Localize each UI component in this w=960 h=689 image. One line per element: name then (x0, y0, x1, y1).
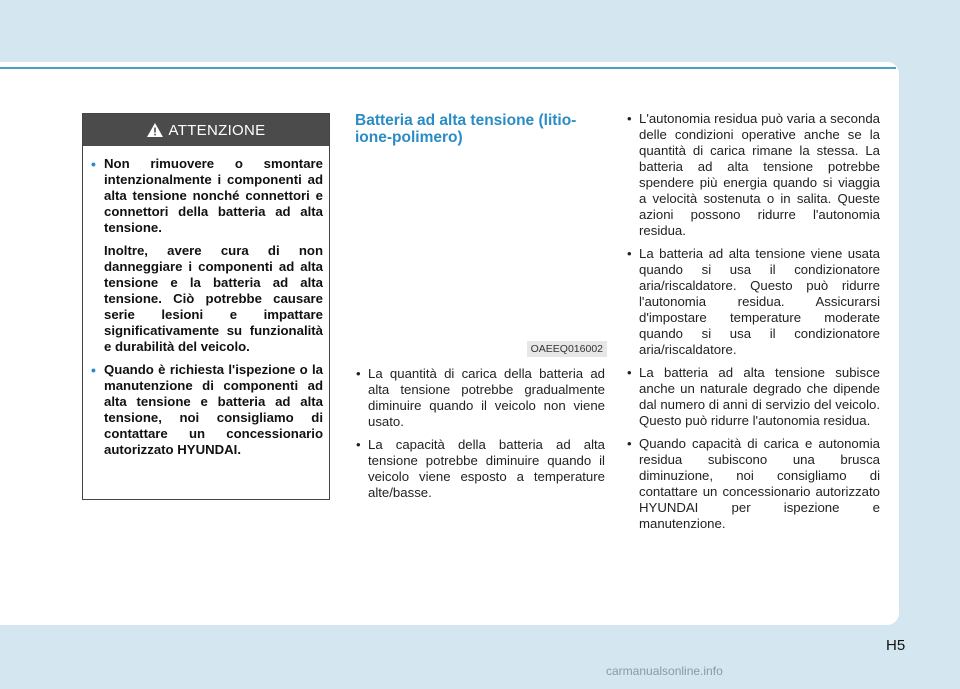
warning-item-text: Non rimuovere o smontare intenzionalmente i componenti ad alta tensione nonché connettori e connettori della batteria ad alta tensione. (104, 156, 323, 235)
list-item: • La batteria ad alta tensione viene usata quando si usa il condizionatore aria/riscaldatore. Questo può ridurre l'autonomia residua. Assicurarsi d'impostare temperature moderate quando si usa il condizionatore aria/riscaldatore. (627, 246, 880, 357)
list-item: • La capacità della batteria ad alta tensione potrebbe diminuire quando il veicolo viene esposto a temperature alte/basse. (356, 437, 605, 500)
warning-box (82, 113, 330, 500)
list-item: • Quando capacità di carica e autonomia residua subiscono una brusca diminuzione, noi consigliamo di contattare un concessionario autorizzato HYUNDAI per ispezione e manutenzione. (627, 436, 880, 531)
warning-paragraph: Inoltre, avere cura di non danneggiare i componenti ad alta tensione e la batteria ad alta tensione. Ciò potrebbe causare serie lesioni e impattare significativamente su funzionalità e durabilità del veicolo. (104, 243, 323, 354)
warning-title: ATTENZIONE (168, 121, 266, 139)
header-rule (0, 67, 896, 69)
warning-item: • Non rimuovere o smontare intenzionalmente i componenti ad alta tensione nonché connettori e connettori della batteria ad alta tensione. (91, 156, 323, 235)
page-number: H5 (886, 637, 906, 654)
figure-code: OAEEQ016002 (527, 341, 607, 357)
section-title: Batteria ad alta tensione (litio-ione-polimero) (355, 112, 577, 146)
right-column (626, 111, 880, 539)
warning-triangle-icon (147, 123, 163, 137)
warning-body (83, 146, 329, 458)
figure-area (355, 152, 607, 357)
warning-header (83, 114, 329, 146)
warning-item: • Quando è richiesta l'ispezione o la manutenzione di componenti ad alta tensione e batteria ad alta tensione, noi consigliamo di contattare un concessionario autorizzato HYUNDAI. (91, 362, 323, 457)
list-item: • La quantità di carica della batteria ad alta tensione potrebbe gradualmente diminuire quando il veicolo non viene usato. (356, 366, 605, 429)
list-item: • L'autonomia residua può varia a seconda delle condizioni operative anche se la quantità di carica rimane la stessa. La batteria ad alta tensione potrebbe spendere più energia quando si viaggia a velocità sostenuta o in salita. Queste azioni possono ridurre l'autonomia residua. (627, 111, 880, 238)
watermark: carmanualsonline.info (606, 664, 723, 678)
list-item: • La batteria ad alta tensione subisce anche un naturale degrado che dipende dal numero di anni di servizio del veicolo. Questo può ridurre l'autonomia residua. (627, 365, 880, 428)
middle-column (355, 366, 605, 508)
warning-item-text: Quando è richiesta l'ispezione o la manutenzione di componenti ad alta tensione e batteria ad alta tensione, noi consigliamo di contattare un concessionario autorizzato HYUNDAI. (104, 362, 323, 457)
